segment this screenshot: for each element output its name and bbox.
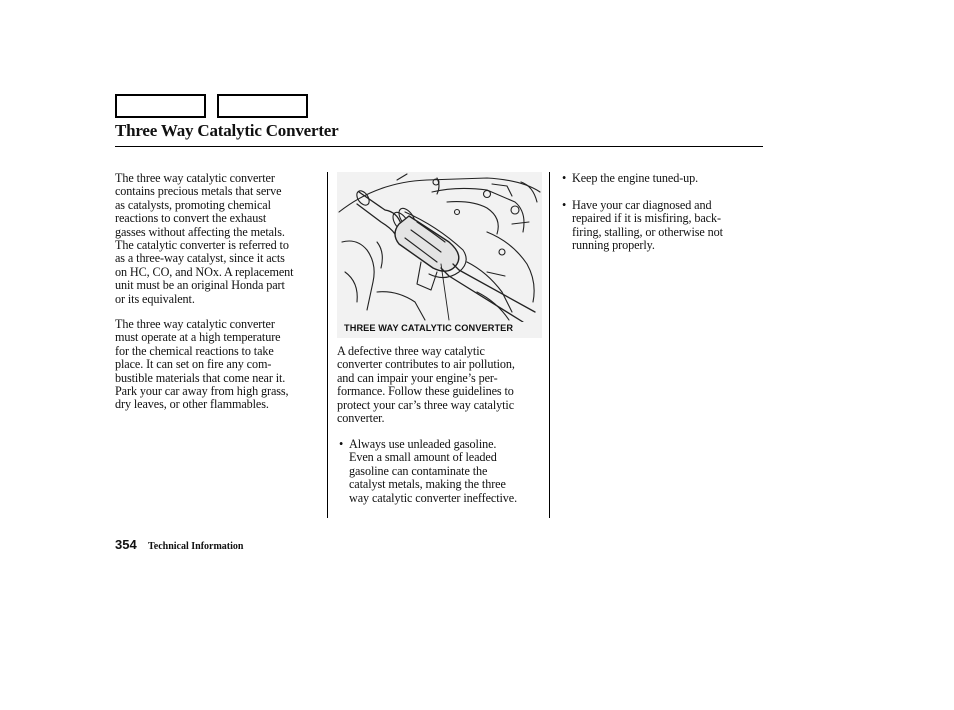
temperature-paragraph: The three way catalytic converter must operate at a high temperature for the chemical reactions to take place. It can set on fire any com- bustible materials that come near it. Park your car away from high grass, dry leaves, or other flammables.: [115, 317, 289, 412]
bullet-icon: •: [562, 171, 567, 185]
defective-converter-paragraph: A defective three way catalytic converter contributes to air pollution, and can impair your engine’s per- formance. Follow these guidelines to protect your car’s three way catalytic converter.: [337, 344, 515, 426]
figure-caption: THREE WAY CATALYTIC CONVERTER: [344, 323, 514, 333]
intro-paragraph: The three way catalytic converter contains precious metals that serve as catalysts, promoting chemical reactions to convert the exhaust gasses without affecting the metals. The catalytic converter is referred to as a three-way catalyst, since it acts on HC, CO, and NOx. A replacement unit must be an original Honda part or its equivalent.: [115, 171, 294, 306]
title-rule: [115, 146, 763, 147]
engine-drawing: [337, 172, 542, 322]
bullet-icon: •: [562, 198, 567, 212]
nav-tab-box-2[interactable]: [217, 94, 308, 118]
list-item-text: Keep the engine tuned-up.: [572, 171, 699, 185]
column-divider-1: [327, 172, 328, 518]
bullet-icon: •: [339, 437, 344, 451]
column-divider-2: [549, 172, 550, 518]
nav-tab-box-1[interactable]: [115, 94, 206, 118]
list-item-text: Have your car diagnosed and repaired if it is misfiring, back- firing, stalling, or otherwise not running properly.: [572, 198, 723, 253]
page-number: 354: [115, 537, 137, 552]
catalytic-converter-illustration: [337, 172, 542, 338]
section-name: Technical Information: [148, 541, 244, 552]
list-item-unleaded-gasoline: [337, 438, 517, 505]
list-item-engine-tuned: [560, 172, 698, 185]
list-item-diagnose-repair: [560, 199, 723, 253]
list-item-text: Always use unleaded gasoline. Even a small amount of leaded gasoline can contaminate the catalyst metals, making the three way catalytic converter ineffective.: [349, 437, 518, 505]
page-title: Three Way Catalytic Converter: [115, 121, 339, 140]
